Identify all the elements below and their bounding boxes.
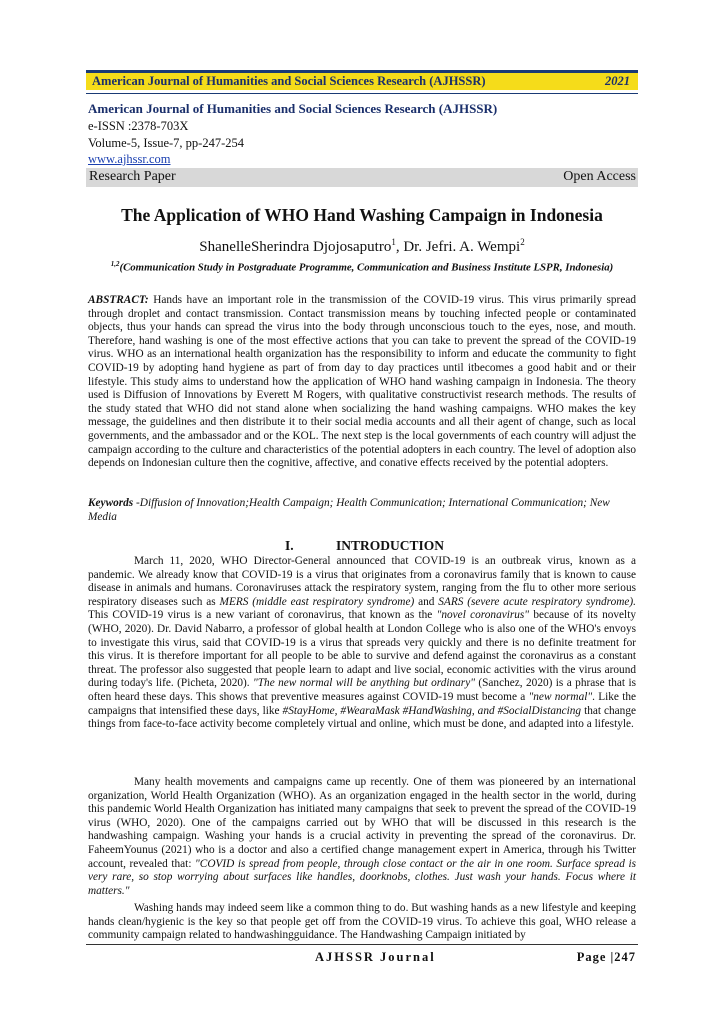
intro-p1-text-e: . Like the campaigns that intensified these days, like xyxy=(88,690,636,717)
journal-website-link[interactable]: www.ajhssr.com xyxy=(88,152,171,166)
keywords-text: -Diffusion of Innovation;Health Campaign; Health Communication; International Communication; New Media xyxy=(88,497,610,523)
intro-p1-text-c: because of its novelty (WHO, 2020). Dr. David Nabarro, a professor of global health at London College who is also one of the WHO's envoys to investigate this virus, said that COVID-19 is a virus that spreads very quickly and there is no definite treatment for this virus. It is therefore important for all people to be able to survive and defend against the coronavirus as a constant threat. The professor also suggested that people learn to adapt and live social, economic activities with the virus around during today's life. (Picheta, 2020). xyxy=(88,609,636,690)
new-normal-term: "new normal" xyxy=(528,690,593,703)
affiliation-sup: 1,2 xyxy=(110,260,120,268)
running-header xyxy=(86,70,638,90)
journal-eissn: e-ISSN :2378-703X xyxy=(88,119,189,133)
abstract-text: Hands have an important role in the transmission of the COVID-19 virus. This virus primarily spread through droplet and contact transmission. Contact transmission means by touching infected people or contaminated objects, thus your hands can spread the virus into the body through unconscious touch to the eyes, nose, and mouth. Therefore, hand washing is one of the most effective actions that you can take to prevent the spread of the COVID-19 virus. WHO as an international health organization has the responsibility to inform and educate the community to fight COVID-19 by adopting hand hygiene as part of from day to day practices until itbecomes a good habit and or their lifestyle. This study aims to understand how the application of WHO hand washing campaign in Indonesia. The theory used is Diffusion of Innovations by Everett M Rogers, with qualitative constructivist research methods. The results of the study stated that WHO did not stand alone when socializing the hand washing campaigns. WHO makes the key message, the guidelines and then distribute it to their social media accounts and all their agent of change, such as local governments, and the ambassador and or the KOL. The next step is the local governments of each country will adjust the campaign according to the culture and characteristics of the potential adopters in each country. The level of adoption also depends on Indonesian culture then the cognitive, affective, and conative effects received by the potential adopters. xyxy=(88,294,636,470)
intro-paragraph-3: Washing hands may indeed seem like a common thing to do. But washing hands as a new lifestyle and keeping hands clean/hygienic is the key so that people get off from the COVID-19 virus. To achieve this goal, WHO release a community campaign related to handwashingguidance. The Handwashing Campaign initiated by xyxy=(88,902,636,942)
section-number: I. xyxy=(285,538,294,553)
running-header-journal: American Journal of Humanities and Social Sciences Research (AJHSSR) xyxy=(92,74,486,88)
header-rule xyxy=(86,93,638,94)
article-title: The Application of WHO Hand Washing Campaign in Indonesia xyxy=(121,205,603,225)
intro-paragraph-2 xyxy=(88,776,636,898)
abstract-label: ABSTRACT: xyxy=(88,294,149,306)
paper-type-bar xyxy=(86,168,638,187)
intro-p2-text: Many health movements and campaigns came up recently. One of them was pioneered by an international organization, World Health Organization (WHO). As an organization engaged in the health sector in the world, during this pandemic World Health Organization has initiated many campaigns that seek to prevent the spread of the COVID-19 virus (WHO, 2020). One of the campaigns carried out by WHO that will be discussed in this research is the handwashing campaign. Washing your hands is a crucial activity in preventing the spread of the coronavirus. Dr. FaheemYounus (2021) who is a doctor and also a certified change management expert in America, through his Twitter account, revealed that: xyxy=(88,776,636,870)
campaign-hashtags: #StayHome, #WearaMask #HandWashing, and #SocialDistancing xyxy=(282,704,582,717)
intro-paragraph-1 xyxy=(88,555,636,732)
author-1-sup: 1 xyxy=(391,237,396,247)
affiliation-text: (Communication Study in Postgraduate Programme, Communication and Business Institute LSPR, Indonesia) xyxy=(119,261,614,274)
footer-rule xyxy=(86,944,638,945)
author-1: ShanelleSherindra Djojosaputro xyxy=(199,239,392,255)
keywords-label: Keywords xyxy=(88,497,134,509)
abstract xyxy=(88,294,636,471)
affiliation xyxy=(88,260,636,274)
intro-p1-text: March 11, 2020, WHO Director-General announced that COVID-19 is an outbreak virus, known as a pandemic. We already know that COVID-19 is a virus that originates from a coronavirus family that is known to cause disease in animals and humans. Coronaviruses attack the respiratory system, ranging from the flu to other more serious respiratory diseases such as xyxy=(88,555,636,608)
keywords xyxy=(88,497,636,524)
author-line xyxy=(88,237,636,256)
section-title: INTRODUCTION xyxy=(336,538,445,553)
author-2-sup: 2 xyxy=(520,237,525,247)
mers-term: MERS (middle east respiratory syndrome) xyxy=(219,595,415,608)
journal-volume: Volume-5, Issue-7, pp-247-254 xyxy=(88,136,244,150)
younus-quote: "COVID is spread from people, through close contact or the air in one room. Surface spread is very rare, so stop worrying about surfaces like handles, doorknobs, clothes. Just wash your hands. Focus where it matters." xyxy=(88,857,636,897)
intro-p1-text-f: that change things from face-to-face activity become completely virtual and online, which must be done, and adapted into a lifestyle. xyxy=(88,704,636,731)
intro-p1-text-d: (Sanchez, 2020) is a phrase that is often heard these days. This shows that preventive measures against COVID-19 must become a xyxy=(88,677,636,703)
intro-p1-text-b: This COVID-19 virus is a new variant of coronavirus, that known as the xyxy=(88,609,437,622)
author-2: , Dr. Jefri. A. Wempi xyxy=(395,239,521,255)
new-normal-quote: "The new normal will be anything but ordinary" xyxy=(253,677,475,690)
intro-p1-and: and xyxy=(414,595,439,608)
novel-coronavirus-term: "novel coronavirus" xyxy=(436,609,530,622)
journal-title: American Journal of Humanities and Social Sciences Research (AJHSSR) xyxy=(88,101,498,116)
sars-term: SARS (severe acute respiratory syndrome). xyxy=(438,595,636,608)
footer-journal: AJHSSR Journal xyxy=(315,950,436,964)
open-access-label: Open Access xyxy=(563,169,636,184)
footer-page-number: Page |247 xyxy=(576,950,636,964)
paper-type-label: Research Paper xyxy=(89,169,176,184)
running-header-year: 2021 xyxy=(605,74,630,88)
